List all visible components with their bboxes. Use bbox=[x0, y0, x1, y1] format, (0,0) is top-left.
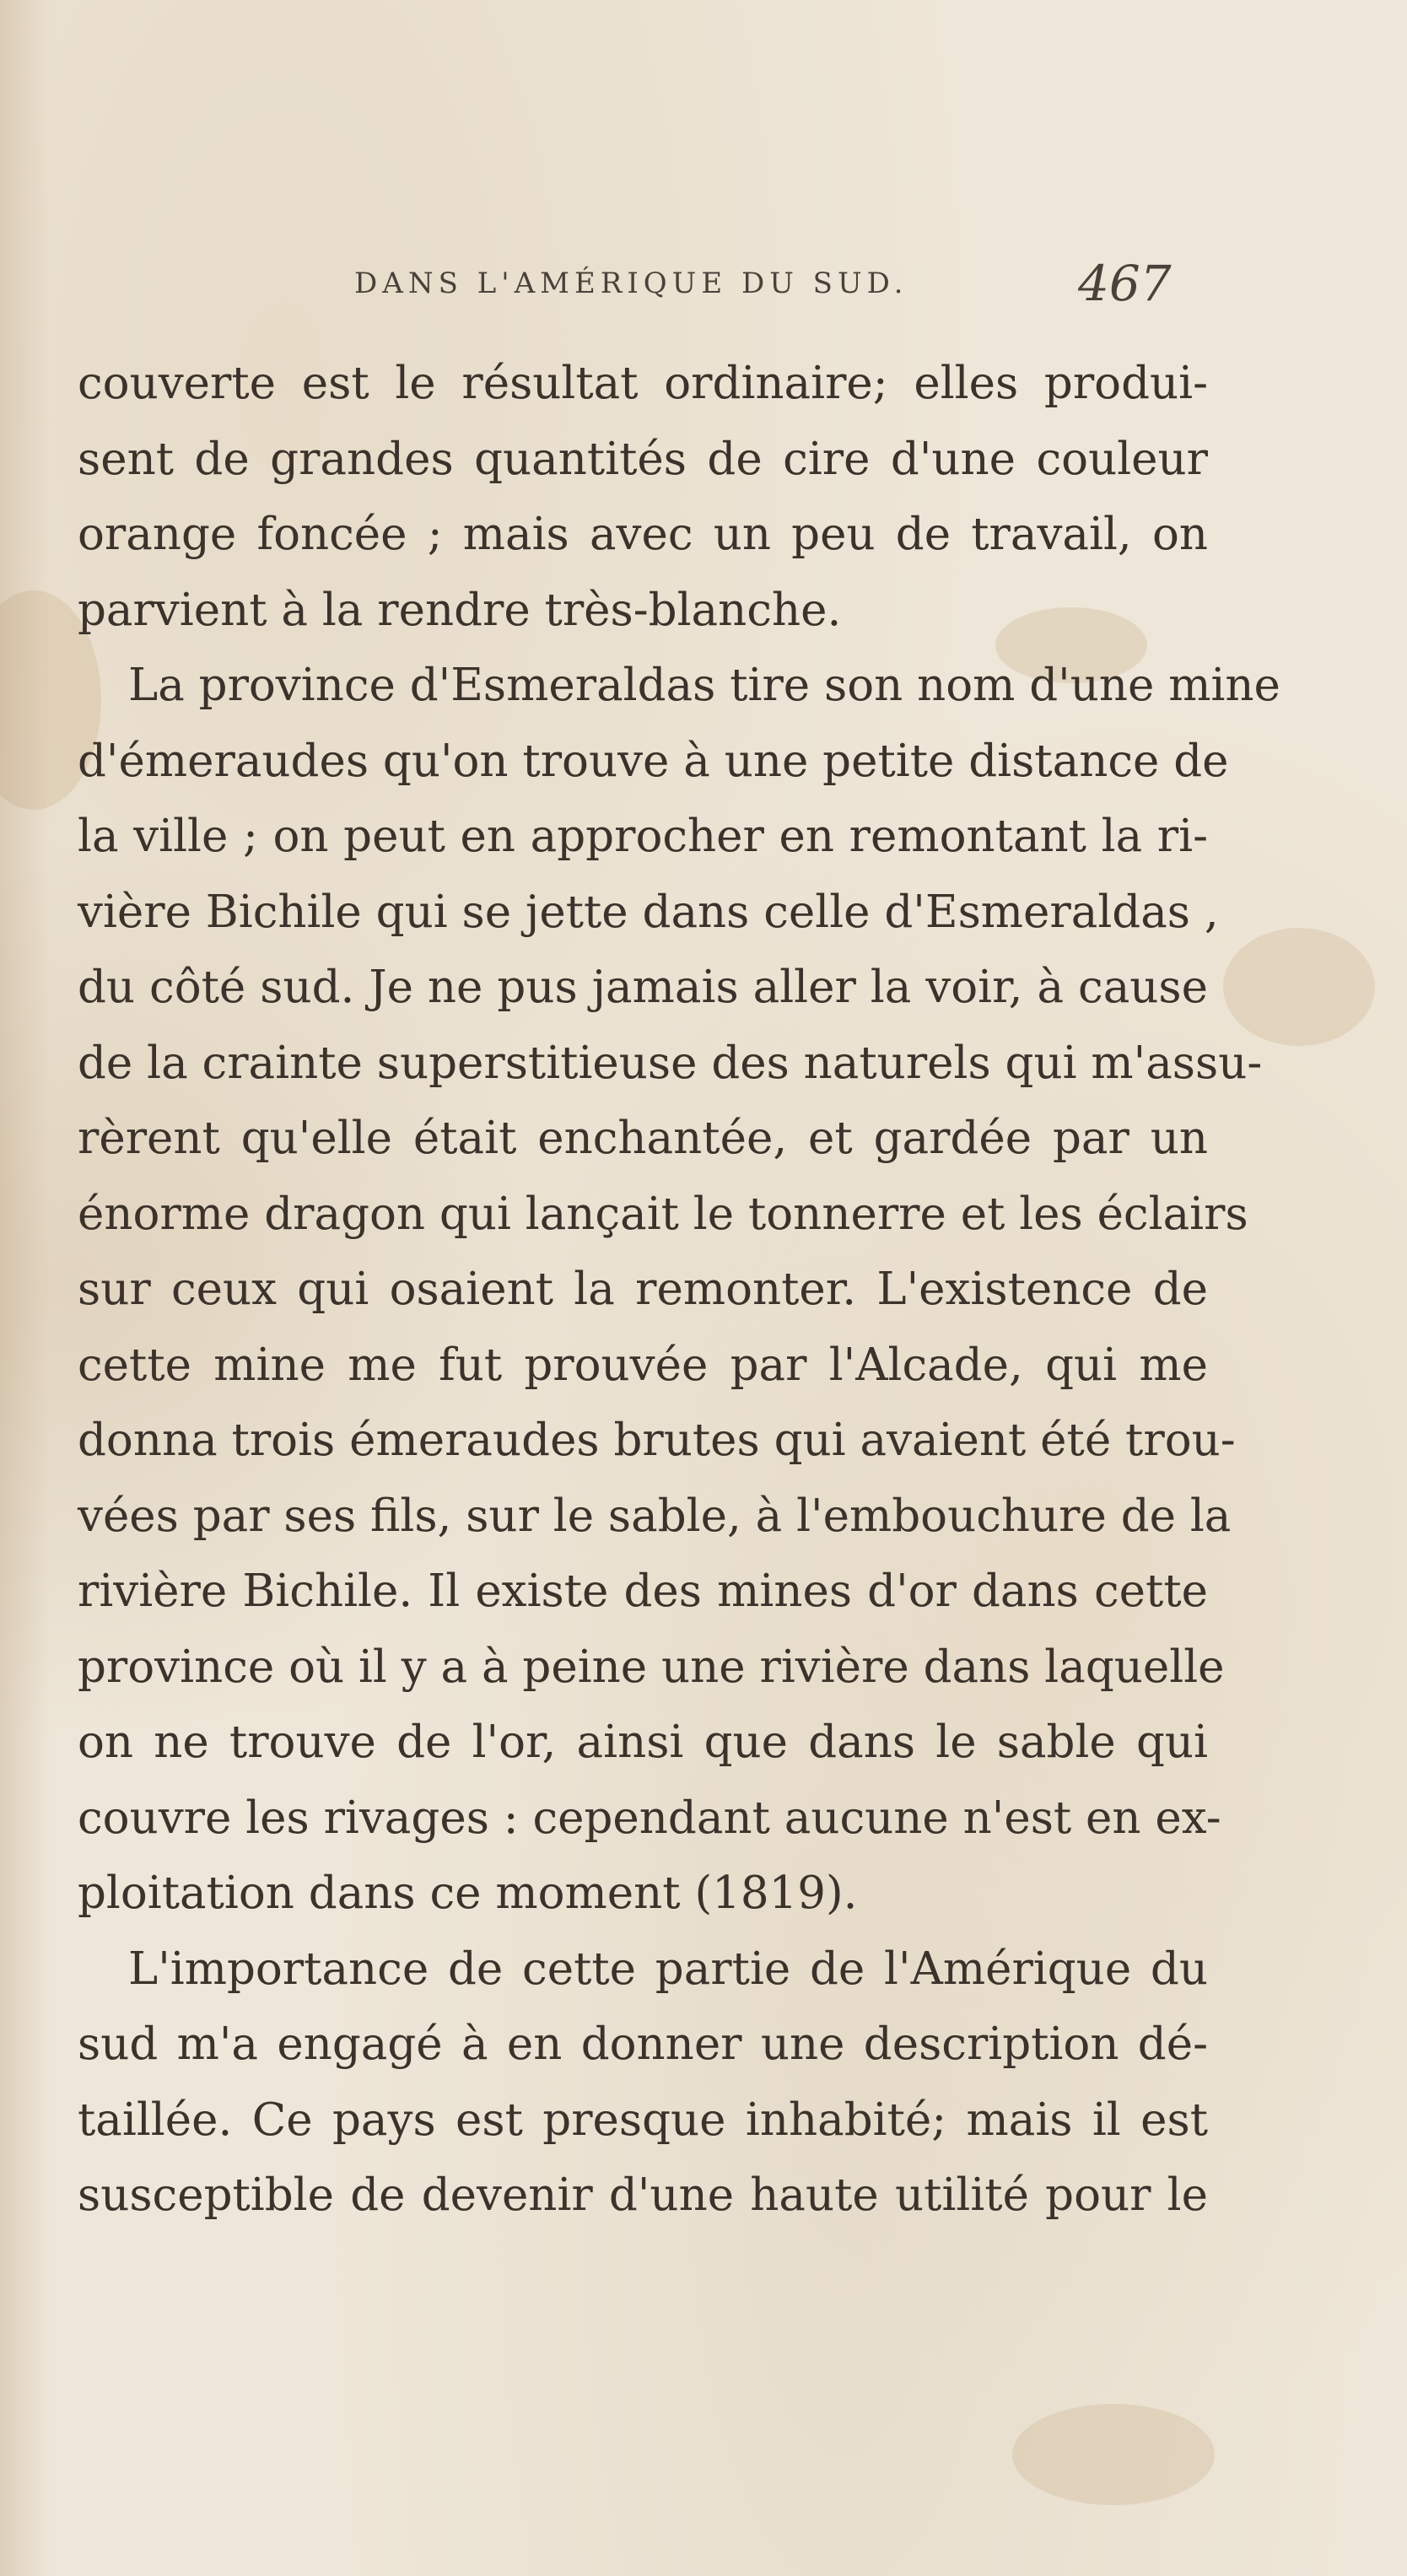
text-line: du côté sud. Je ne pus jamais aller la voir, à cause bbox=[78, 962, 1208, 1013]
text-line: couverte est le résultat ordinaire; elles produi- bbox=[78, 358, 1208, 409]
text-line: La province d'Esmeraldas tire son nom d'une mine bbox=[128, 660, 1280, 711]
page-header bbox=[0, 253, 1407, 321]
text-line: susceptible de devenir d'une haute utilité pour le bbox=[78, 2169, 1208, 2221]
text-line: sent de grandes quantités de cire d'une couleur bbox=[78, 433, 1208, 485]
body-text bbox=[78, 346, 1280, 2234]
text-line: rèrent qu'elle était enchantée, et gardée par un bbox=[78, 1113, 1208, 1164]
text-line: on ne trouve de l'or, ainsi que dans le sable qui bbox=[78, 1716, 1208, 1768]
paper-stain bbox=[1223, 928, 1375, 1046]
page-number: 467 bbox=[1078, 255, 1172, 312]
text-line: sur ceux qui osaient la remonter. L'existence de bbox=[78, 1264, 1208, 1315]
text-line: vière Bichile qui se jette dans celle d'Esmeraldas , bbox=[78, 886, 1219, 938]
text-line: parvient à la rendre très-blanche. bbox=[78, 584, 842, 636]
text-line: taillée. Ce pays est presque inhabité; mais il est bbox=[78, 2094, 1208, 2146]
text-line: d'émeraudes qu'on trouve à une petite distance de bbox=[78, 735, 1229, 787]
text-line: la ville ; on peut en approcher en remontant la ri- bbox=[78, 811, 1208, 862]
text-line: province où il y a à peine une rivière dans laquelle bbox=[78, 1641, 1225, 1693]
text-line: rivière Bichile. Il existe des mines d'or dans cette bbox=[78, 1566, 1208, 1617]
text-line: sud m'a engagé à en donner une description dé- bbox=[78, 2018, 1208, 2070]
text-line: énorme dragon qui lançait le tonnerre et les éclairs bbox=[78, 1188, 1248, 1240]
text-line: ploitation dans ce moment (1819). bbox=[78, 1867, 858, 1919]
text-line: cette mine me fut prouvée par l'Alcade, qui me bbox=[78, 1339, 1208, 1391]
running-head: DANS L'AMÉRIQUE DU SUD. bbox=[354, 267, 908, 300]
paper-stain bbox=[1012, 2404, 1215, 2505]
text-line: L'importance de cette partie de l'Amérique du bbox=[128, 1943, 1208, 1995]
text-line: orange foncée ; mais avec un peu de travail, on bbox=[78, 509, 1208, 560]
text-line: donna trois émeraudes brutes qui avaient été trou- bbox=[78, 1415, 1236, 1466]
text-line: de la crainte superstitieuse des naturels qui m'assu- bbox=[78, 1037, 1263, 1089]
text-line: couvre les rivages : cependant aucune n'est en ex- bbox=[78, 1792, 1221, 1844]
text-line: vées par ses fils, sur le sable, à l'embouchure de la bbox=[78, 1490, 1232, 1542]
